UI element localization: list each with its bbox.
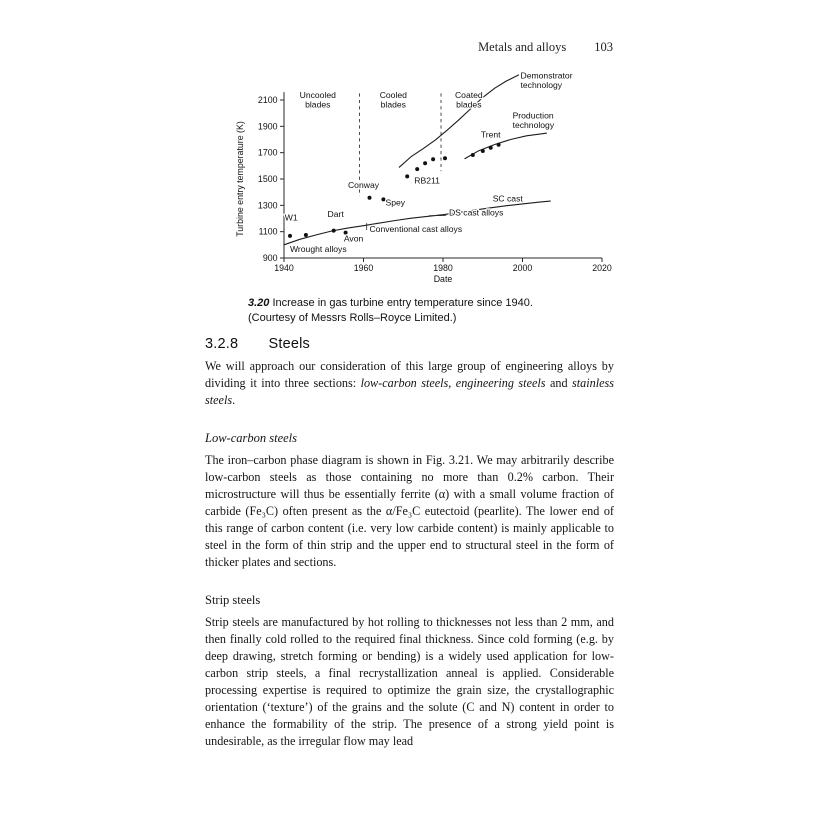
figure-caption-text [248,296,588,311]
figure-3-20 [232,68,614,325]
chart-annotation: Conway [347,180,380,191]
page-number: 103 [594,40,613,54]
running-title: Metals and alloys [478,40,567,54]
chart-annotation: technology [512,119,555,130]
chart-annotation: W1 [284,212,298,223]
y-tick-label: 1500 [257,174,278,184]
engine-data-point [497,143,501,147]
y-tick-label: 900 [262,253,278,263]
y-tick-label: 2100 [257,95,278,105]
chart-annotation: technology [520,79,563,90]
running-head [205,40,613,55]
subsection-heading-strip-steels: Strip steels [205,593,261,607]
x-axis-title: Date [433,274,453,284]
section-title: Steels [268,336,310,352]
text-run: We will approach our consideration of this large group of engineering alloys by dividing it into three sections: [205,359,614,390]
y-axis-title: Turbine entry temperature (K) [235,121,245,237]
engine-data-point [489,146,493,150]
text-run: stainless steels [205,376,614,407]
strip-steels-paragraph: Strip steels are manufactured by hot rolling to thicknesses not less than 2 mm, and then finally cold rolled to the required final thickness. Since cold forming (e.g. by deep drawing, stretch forming or bending) is a widely used application for low-carbon strip steels, a final recrystallization anneal is applied. Considerable processing expertise is required to optimize the grain size, the crystallographic orientation (‘texture’) of the grains and the solute (C and N) content in order to enhance the formability of the strip. The presence of a strong yield point is undesirable, as the irregular flow may lead [205,615,614,748]
turbine-entry-temperature-chart [232,68,612,290]
section-heading [205,336,614,352]
blade-region-label: Uncooled [299,90,336,101]
engine-data-point [405,174,409,178]
engine-data-point [431,157,435,161]
chart-annotation: Wrought alloys [289,244,347,255]
demonstrator-technology-curve [399,75,518,167]
text-run: and [545,376,572,390]
chart-annotation: Production [512,110,554,121]
engine-data-point [423,161,427,165]
chart-annotation: Spey [385,197,406,208]
section-number: 3.2.8 [205,336,239,352]
engine-data-point [471,153,475,157]
chart-annotation: Dart [327,209,344,220]
text-run: low-carbon steels, engineering steels [360,376,546,390]
chart-annotation: DS cast alloys [448,207,504,218]
y-tick-label: 1300 [257,200,278,211]
subsection-heading-low-carbon-steels: Low-carbon steels [205,431,298,445]
figure-caption-credit: (Courtesy of Messrs Rolls–Royce Limited.) [248,311,457,324]
blade-region-label: blades [380,99,406,110]
chart-annotation: Trent [480,129,501,140]
text-run: Increase in gas turbine entry temperature since 1940. [272,297,533,309]
blade-region-label: Coated [454,90,483,101]
blade-region-label: blades [456,99,482,110]
x-tick-label: 2020 [592,263,612,273]
engine-data-point [304,233,308,237]
chart-annotation: Avon [343,233,364,244]
text-column [205,336,614,750]
blade-region-label: blades [305,99,331,110]
engine-data-point [332,229,336,233]
engine-data-point [415,167,419,171]
text-run: . [232,393,236,407]
production-technology-curve [465,133,547,158]
chart-annotation: Conventional cast alloys [369,223,463,234]
x-tick-label: 2000 [512,263,533,273]
x-tick-label: 1940 [274,263,294,273]
chart-annotation: Demonstrator [520,70,573,81]
chart-annotation: SC cast [492,193,523,204]
x-tick-label: 1980 [433,263,453,273]
y-tick-label: 1700 [257,147,278,158]
engine-data-point [481,149,485,153]
low-carbon-steels-paragraph: The iron–carbon phase diagram is shown in Fig. 3.21. We may arbitrarily describe low-carbon steels as those containing no more than 0.2% carbon. Their microstructure will thus be essentially ferrite (α) with a small volume fraction of carbide (Fe₃C) often present as the α/Fe₃C eutectoid (pearlite). The lower end of this range of carbon content (i.e. very low carbide content) is mainly applicable to steel in the form of thin strip and the upper end to structural steel in the form of thicker plates and sections. [205,453,614,569]
chart-annotation: RB211 [414,175,440,186]
y-tick-label: 1900 [257,121,278,132]
x-tick-label: 1960 [353,263,374,273]
engine-data-point [368,196,372,200]
text-run: 3.20 [248,297,273,309]
section-intro-paragraph [205,358,614,409]
engine-data-point [288,234,292,238]
engine-data-point [443,156,447,160]
blade-region-label: Cooled [379,90,407,101]
figure-caption [248,296,588,325]
y-tick-label: 1100 [258,226,278,237]
